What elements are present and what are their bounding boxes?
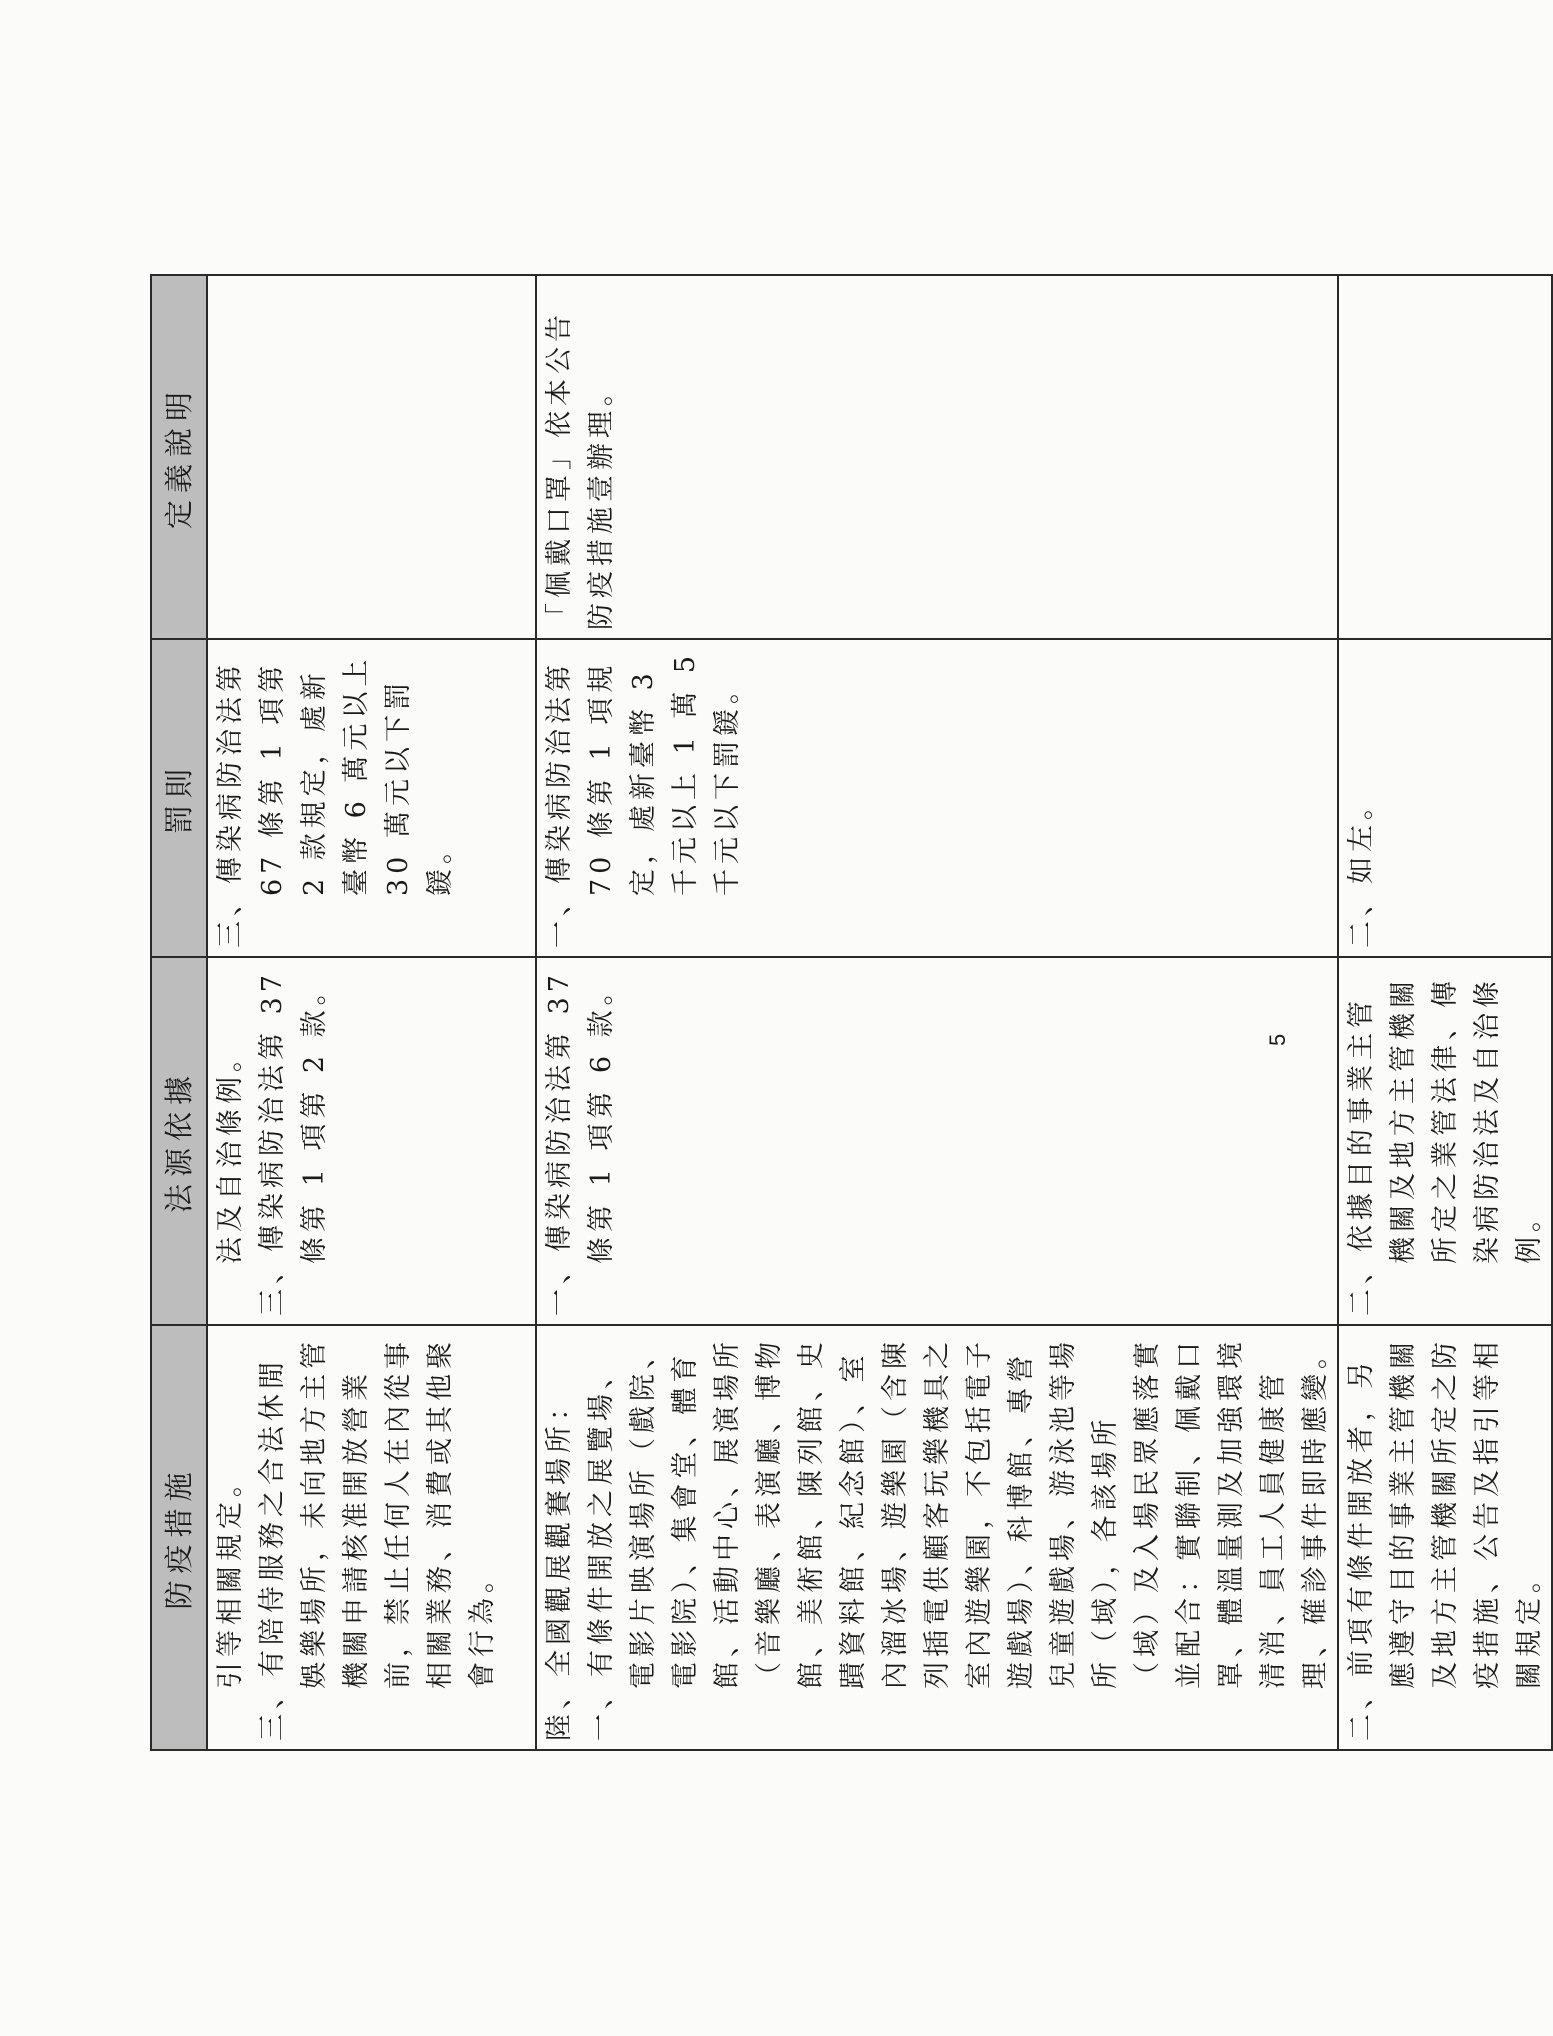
table-row bbox=[1338, 275, 1552, 1750]
header-row bbox=[151, 275, 207, 1750]
paragraph: 三、傳染病防治法第 37 條第 1 項第 2 款。 bbox=[257, 970, 330, 1316]
cell-legal-basis bbox=[1338, 957, 1552, 1325]
table-row bbox=[207, 275, 536, 1750]
header-legal-basis: 法源依據 bbox=[151, 957, 207, 1325]
paragraph: 二、如左。 bbox=[1346, 788, 1377, 948]
measures-table bbox=[150, 274, 1553, 1751]
paragraph: 陸、全國觀展觀賽場所： bbox=[544, 1389, 575, 1741]
cell-measures bbox=[1338, 1325, 1552, 1750]
cell-penalty bbox=[1338, 639, 1552, 957]
paragraph: 「佩戴口罩」依本公告防疫措施壹辦理。 bbox=[544, 310, 617, 630]
table-row bbox=[536, 275, 1338, 1750]
paragraph: 一、傳染病防治法第 37 條第 1 項第 6 款。 bbox=[544, 970, 617, 1316]
paragraph: 二、依據目的事業主管機關及地方主管機關所定之業管法律、傳染病防治法及自治條例。 bbox=[1346, 976, 1545, 1316]
cell-measures bbox=[536, 1325, 1338, 1750]
cell-definition bbox=[536, 275, 1338, 639]
cell-legal-basis bbox=[207, 957, 536, 1325]
cell-measures bbox=[207, 1325, 536, 1750]
paragraph: 一、傳染病防治法第 70 條第 1 項規定，處新臺幣 3 千元以上 1 萬 5 千元以下罰鍰。 bbox=[544, 650, 743, 948]
cell-definition bbox=[207, 275, 536, 639]
cell-penalty bbox=[207, 639, 536, 957]
paragraph: 引等相關規定。 bbox=[215, 1465, 246, 1689]
header-penalty: 罰則 bbox=[151, 639, 207, 957]
cell-legal-basis bbox=[536, 957, 1338, 1325]
header-measures: 防疫措施 bbox=[151, 1325, 207, 1750]
paragraph: 三、有陪侍服務之合法休閒娛樂場所，未向地方主管機關申請核准開放營業前，禁止任何人在內從事相關業務、消費或其他聚會行為。 bbox=[257, 1337, 498, 1741]
paragraph: 法及自治條例。 bbox=[215, 1040, 246, 1264]
paragraph: 二、前項有條件開放者，另應遵守目的事業主管機關及地方主管機關所定之防疫措施、公告及指引等相關規定。 bbox=[1346, 1337, 1545, 1741]
cell-penalty bbox=[536, 639, 1338, 957]
paragraph: 一、有條件開放之展覽場、電影片映演場所（戲院、電影院）、集會堂、體育館、活動中心、展演場所（音樂廳、表演廳、博物館、美術館、陳列館、史蹟資料館、紀念館）、室內溜冰場、遊樂園（含陳列插電供顧客玩樂機具之室內遊樂園，不包括電子遊戲場）、科博館、專營兒童遊戲場、游泳池等場所（域），各該場所（域）及入場民眾應落實並配合：實聯制、佩戴口罩、體溫量測及加強環境清消、員工人員健康管理、確診事件即時應變。 bbox=[586, 1337, 1331, 1741]
page-number: 5 bbox=[1265, 1033, 1290, 1046]
paragraph: 三、傳染病防治法第 67 條第 1 項第 2 款規定，處新臺幣 6 萬元以上 30 萬元以下罰鍰。 bbox=[215, 654, 456, 948]
cell-definition bbox=[1338, 275, 1552, 639]
header-definition: 定義說明 bbox=[151, 275, 207, 639]
